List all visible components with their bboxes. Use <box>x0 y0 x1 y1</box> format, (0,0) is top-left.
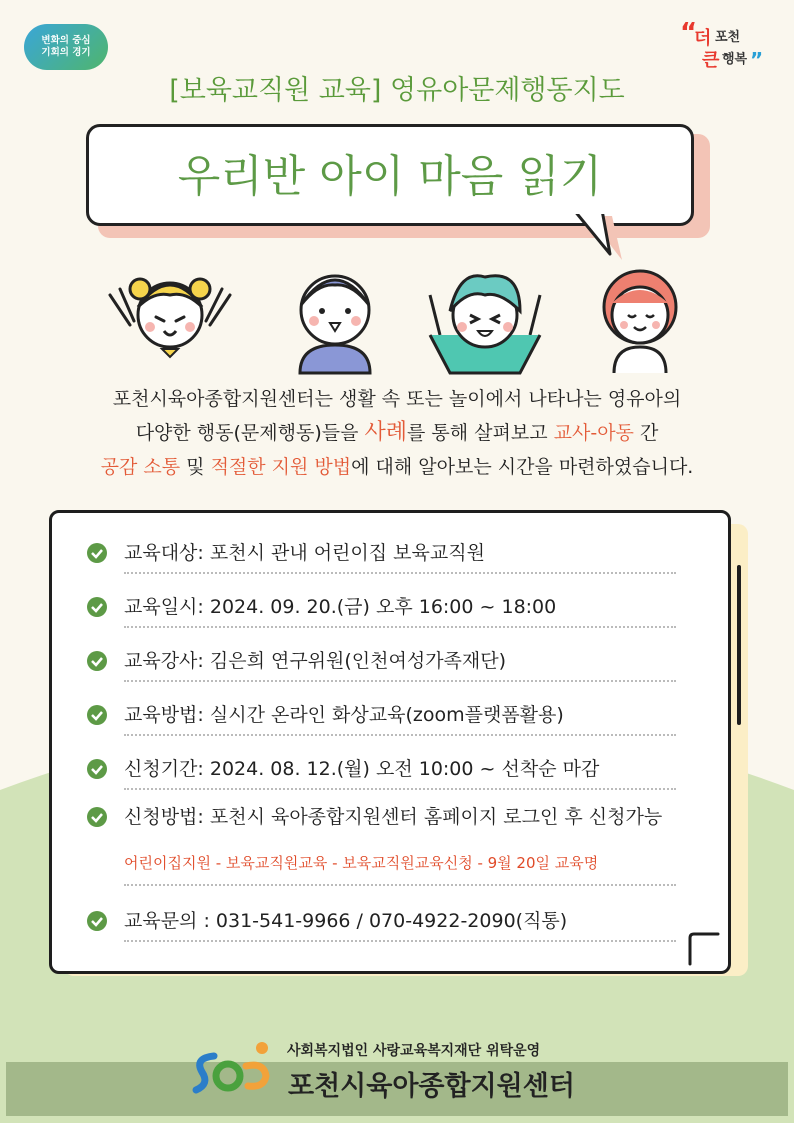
info-item-datetime <box>86 590 676 630</box>
check-circle-icon <box>86 650 108 672</box>
pocheon-slogan-logo <box>680 20 770 70</box>
description-text: 및 <box>180 456 211 478</box>
dotted-divider <box>124 626 676 628</box>
info-item-contact <box>86 904 676 944</box>
page-subtitle: [보육교직원 교육] 영유아문제행동지도 <box>169 75 625 106</box>
kid-teal-hair-illustration <box>430 276 540 373</box>
dotted-divider <box>124 884 676 886</box>
operator-text: 사회복지법인 사랑교육복지재단 위탁운영 <box>287 1043 541 1059</box>
dotted-divider <box>124 940 676 942</box>
dotted-divider <box>124 680 676 682</box>
check-circle-icon <box>86 758 108 780</box>
description-line-1: 포천시육아종합지원센터는 생활 속 또는 놀이에서 나타나는 영유아의 <box>112 388 682 410</box>
description-text: 에 대해 알아보는 시간을 마련하였습니다. <box>351 456 694 478</box>
info-item-text: 교육일시: 2024. 09. 20.(금) 오후 16:00 ~ 18:00 <box>124 596 557 618</box>
apply-path-text: 어린이집지원 - 보육교직원교육 - 보육교직원교육신청 - 9월 20일 교육명 <box>124 854 599 872</box>
info-item-text: 신청방법: 포천시 육아종합지원센터 홈페이지 로그인 후 신청가능 <box>124 806 663 828</box>
children-illustration <box>90 255 700 375</box>
badge-line-1: 변화의 중심 <box>41 35 91 46</box>
check-circle-icon <box>86 910 108 932</box>
info-item-text: 신청기간: 2024. 08. 12.(월) 오전 10:00 ~ 선착순 마감 <box>124 758 600 780</box>
info-item-text: 교육방법: 실시간 온라인 화상교육(zoom플랫폼활용) <box>124 704 564 726</box>
info-item-target <box>86 536 676 576</box>
dotted-divider <box>124 572 676 574</box>
highlight-support: 적절한 지원 방법 <box>210 456 352 478</box>
highlight-case: 사례 <box>364 420 408 445</box>
highlight-empathy: 공감 소통 <box>100 456 181 478</box>
slogan-char-2: 큰 <box>702 50 720 71</box>
info-item-apply <box>86 800 676 840</box>
intro-description <box>30 382 764 484</box>
info-item-method <box>86 698 676 738</box>
card-edge-line <box>737 565 741 725</box>
slogan-text-2: 행복 <box>722 52 748 67</box>
description-line-2 <box>30 416 764 450</box>
info-item-text: 교육문의 : 031-541-9966 / 070-4922-2090(직통) <box>124 910 568 932</box>
center-name: 포천시육아종합지원센터 <box>288 1071 575 1102</box>
page-curl-decoration <box>686 930 722 966</box>
check-circle-icon <box>86 596 108 618</box>
slogan-char-1: 더 <box>694 28 712 49</box>
gyeonggi-slogan-badge <box>24 24 108 70</box>
kid-yellow-hair-illustration <box>110 279 230 357</box>
highlight-teacher-child: 교사-아동 <box>553 422 634 444</box>
description-line-3 <box>30 450 764 484</box>
center-logo-icon <box>184 1036 284 1096</box>
check-circle-icon <box>86 704 108 726</box>
info-item-text: 교육대상: 포천시 관내 어린이집 보육교직원 <box>124 542 485 564</box>
info-item-instructor <box>86 644 676 684</box>
badge-line-2: 기회의 경기 <box>41 47 91 58</box>
page-title: 우리반 아이 마음 읽기 <box>177 151 603 202</box>
description-text: 간 <box>633 422 659 444</box>
check-circle-icon <box>86 806 108 828</box>
kid-purple-hat-illustration <box>300 276 370 373</box>
info-item-text: 교육강사: 김은희 연구위원(인천여성가족재단) <box>124 650 507 672</box>
check-circle-icon <box>86 542 108 564</box>
slogan-quote-open: “ <box>680 18 698 48</box>
dotted-divider <box>124 788 676 790</box>
slogan-text-1: 포천 <box>715 30 741 45</box>
description-text: 다양한 행동(문제행동)들을 <box>135 422 365 444</box>
dotted-divider <box>124 734 676 736</box>
slogan-quote-close: ” <box>750 48 764 72</box>
kid-red-hair-illustration <box>604 271 676 373</box>
info-item-period <box>86 752 676 792</box>
description-text: 를 통해 살펴보고 <box>407 422 554 444</box>
